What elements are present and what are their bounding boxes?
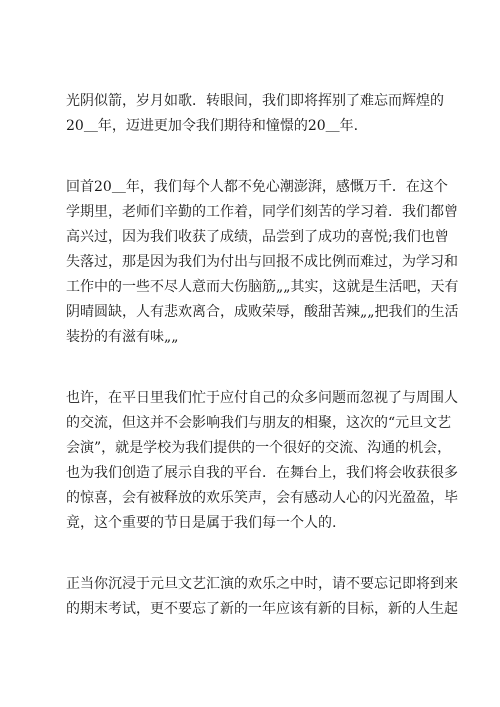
- paragraph-3: [66, 386, 458, 536]
- text-line: 高兴过，因为我们收获了成绩，品尝到了成功的喜悦;我们也曾: [66, 229, 449, 245]
- text-line: 失落过，那是因为我们为付出与回报不成比例而难过，为学习和: [66, 254, 458, 270]
- text-line: 光阴似箭，岁月如歌．转眼间，我们即将挥别了难忘而辉煌的: [66, 93, 444, 109]
- text-line: 竟，这个重要的节日是属于我们每一个人的.: [66, 515, 337, 531]
- document-page: [66, 89, 459, 622]
- paragraph-1: [66, 89, 444, 139]
- text-line: 装扮的有滋有味„„: [66, 329, 179, 345]
- text-line: 工作中的一些不尽人意而大伤脑筋„„其实，这就是生活吧，天有: [66, 279, 459, 295]
- text-line: 20＿年，迈进更加令我们期待和憧憬的20＿年.: [66, 118, 359, 134]
- text-line: 也许，在平日里我们忙于应付自己的众多问题而忽视了与周围人: [66, 390, 458, 406]
- text-line: 回首20＿年，我们每个人都不免心潮澎湃，感慨万千．在这个: [66, 179, 448, 195]
- text-line: 也为我们创造了展示自我的平台．在舞台上，我们将会收获很多: [66, 465, 458, 481]
- text-line: 学期里，老师们辛勤的工作着，同学们刻苦的学习着．我们都曾: [66, 204, 458, 220]
- paragraph-2: [66, 175, 459, 350]
- text-line: 的交流，但这并不会影响我们与朋友的相聚，这次的“元旦文艺: [66, 415, 452, 431]
- text-line: 的期末考试，更不要忘了新的一年应该有新的目标，新的人生起: [66, 601, 458, 617]
- paragraph-4: [66, 572, 458, 622]
- text-line: 的惊喜，会有被释放的欢乐笑声，会有感动人心的闪光盈盈，毕: [66, 490, 458, 506]
- text-line: 阴晴圆缺，人有悲欢离合，成败荣辱，酸甜苦辣„„把我们的生活: [66, 304, 459, 320]
- text-line: 正当你沉浸于元旦文艺汇演的欢乐之中时，请不要忘记即将到来: [66, 576, 458, 592]
- text-line: 会演”，就是学校为我们提供的一个很好的交流、沟通的机会，: [66, 440, 452, 456]
